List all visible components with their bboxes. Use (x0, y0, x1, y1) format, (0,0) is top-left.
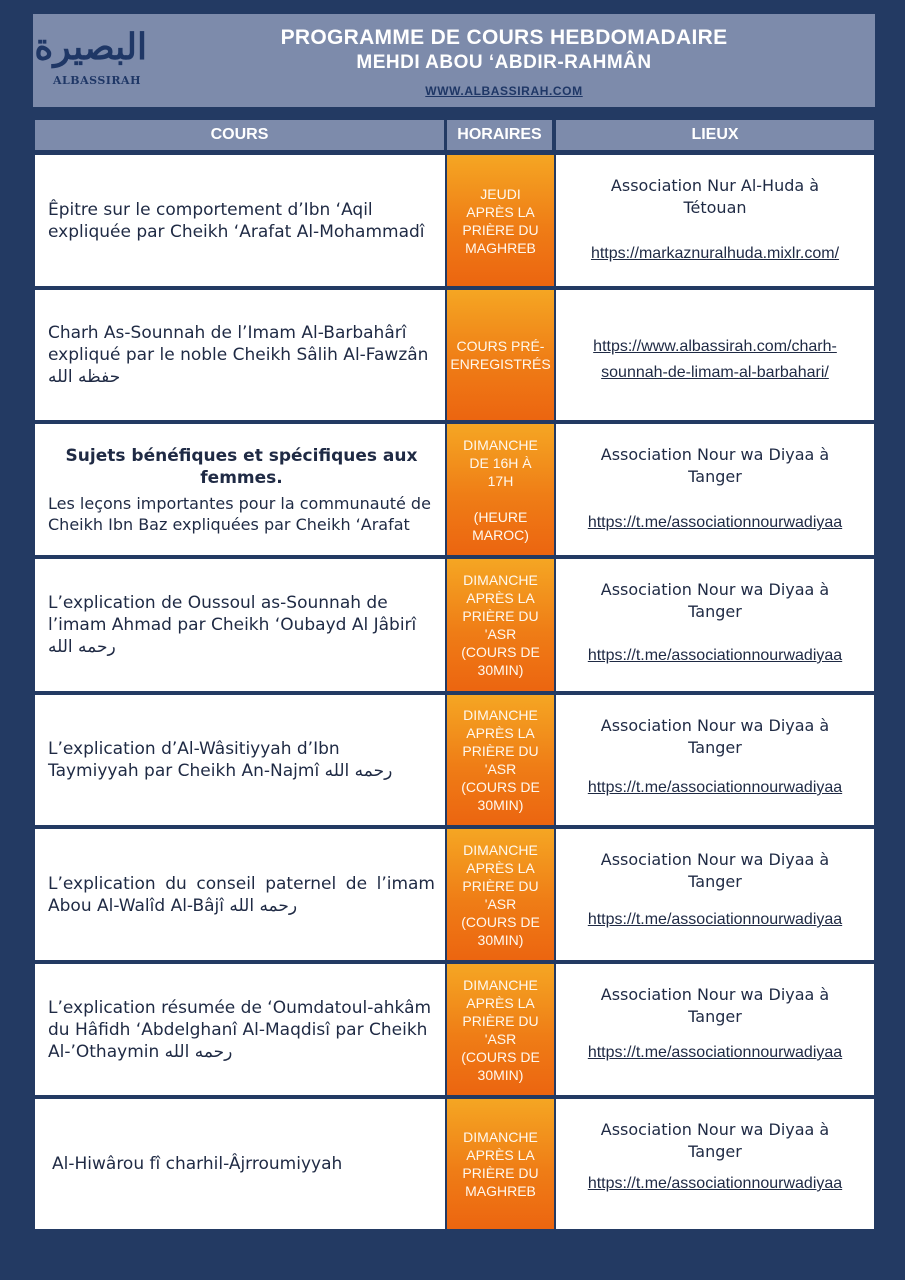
table-row (35, 695, 874, 825)
table-row (35, 155, 874, 286)
location-name: Association Nour wa Diyaa à Tanger (600, 580, 830, 621)
column-header-horaires: HORAIRES (447, 120, 552, 150)
location-link[interactable]: https://www.albassirah.com/charh-sounnah-de-limam-al-barbahari/ (593, 338, 837, 381)
course-title: Sujets bénéfiques et spécifiques aux femmes. (65, 445, 418, 488)
location-cell (556, 424, 874, 555)
course-cell (35, 424, 445, 555)
course-cell (35, 290, 445, 420)
schedule-cell: DIMANCHE APRÈS LA PRIÈRE DU 'ASR (COURS DE 30MIN) (447, 695, 554, 825)
location-name: Association Nur Al-Huda à Tétouan (610, 176, 820, 217)
schedule-cell: DIMANCHE APRÈS LA PRIÈRE DU 'ASR (COURS DE 30MIN) (447, 559, 554, 691)
schedule-cell: DIMANCHE DE 16H À 17H (HEURE MAROC) (447, 424, 554, 555)
course-name: Charh As-Sounnah de l’Imam Al-Barbahârî expliqué par le noble Cheikh Sâlih Al-Fawzân حفظه الله (48, 323, 429, 387)
course-name: Êpitre sur le comportement d’Ibn ‘Aqil expliquée par Cheikh ‘Arafat Al-Mohammadî (48, 199, 425, 242)
location-cell (556, 155, 874, 286)
location-cell (556, 290, 874, 420)
course-name: L’explication de Oussoul as-Sounnah de l’imam Ahmad par Cheikh ‘Oubayd Al Jâbirî رحمه الله (48, 593, 417, 657)
schedule-cell: DIMANCHE APRÈS LA PRIÈRE DU MAGHREB (447, 1099, 554, 1229)
location-link[interactable]: https://t.me/associationnourwadiyaa (587, 647, 843, 664)
location-name: Association Nour wa Diyaa à Tanger (600, 445, 830, 486)
location-link[interactable]: https://markaznuralhuda.mixlr.com/ (590, 245, 840, 262)
column-header-lieux: LIEUX (556, 120, 874, 150)
location-link[interactable]: https://t.me/associationnourwadiyaa (587, 911, 843, 928)
page-subtitle: MEHDI ABOU ‘ABDIR-RAHMÂN (356, 52, 652, 73)
schedule-cell: DIMANCHE APRÈS LA PRIÈRE DU 'ASR (COURS DE 30MIN) (447, 829, 554, 960)
location-cell (556, 829, 874, 960)
schedule-cell: DIMANCHE APRÈS LA PRIÈRE DU 'ASR (COURS DE 30MIN) (447, 964, 554, 1095)
location-cell (556, 964, 874, 1095)
course-cell (35, 964, 445, 1095)
table-row (35, 559, 874, 691)
header-banner (33, 14, 875, 107)
course-cell (35, 1099, 445, 1229)
course-name: Les leçons importantes pour la communauté de Cheikh Ibn Baz expliquées par Cheikh ‘Arafat (48, 493, 431, 534)
location-link[interactable]: https://t.me/associationnourwadiyaa (587, 514, 843, 531)
course-name: L’explication résumée de ‘Oumdatoul-ahkâm du Hâfidh ‘Abdelghanî Al-Maqdisî par Cheikh Al-’Othaymin رحمه الله (48, 997, 432, 1062)
location-name: Association Nour wa Diyaa à Tanger (600, 985, 830, 1026)
header-title-block (153, 25, 855, 100)
location-cell (556, 1099, 874, 1229)
course-name: L’explication d’Al-Wâsitiyyah d’Ibn Taymiyyah par Cheikh An-Najmî رحمه الله (48, 739, 393, 781)
location-link[interactable]: https://t.me/associationnourwadiyaa (587, 1044, 843, 1061)
table-row (35, 829, 874, 960)
location-cell (556, 559, 874, 691)
website-link[interactable]: WWW.ALBASSIRAH.COM (425, 84, 583, 98)
course-cell (35, 559, 445, 691)
table-row (35, 964, 874, 1095)
course-cell (35, 829, 445, 960)
table-row (35, 1099, 874, 1229)
location-name: Association Nour wa Diyaa à Tanger (600, 850, 830, 891)
location-link[interactable]: https://t.me/associationnourwadiyaa (587, 779, 843, 796)
logo-latin: ALBASSIRAH (53, 74, 141, 87)
page-title: PROGRAMME DE COURS HEBDOMADAIRE (280, 26, 728, 49)
course-name: Al-Hiwârou fî charhil-Âjrroumiyyah (52, 1154, 343, 1174)
course-cell (35, 695, 445, 825)
course-cell (35, 155, 445, 286)
logo-arabic: البصيرة (34, 26, 147, 68)
schedule-cell: COURS PRÉ- ENREGISTRÉS (447, 290, 554, 420)
course-name: L’explication du conseil paternel de l’imam Abou Al-Walîd Al-Bâjî رحمه الله (48, 873, 435, 916)
location-name: Association Nour wa Diyaa à Tanger (600, 1120, 830, 1161)
table-row (35, 290, 874, 420)
location-cell (556, 695, 874, 825)
column-header-cours: COURS (35, 120, 444, 150)
table-row (35, 424, 874, 555)
location-name: Association Nour wa Diyaa à Tanger (600, 716, 830, 757)
location-link[interactable]: https://t.me/associationnourwadiyaa (587, 1175, 843, 1192)
albassirah-logo (34, 22, 147, 100)
schedule-cell: JEUDI APRÈS LA PRIÈRE DU MAGHREB (447, 155, 554, 286)
